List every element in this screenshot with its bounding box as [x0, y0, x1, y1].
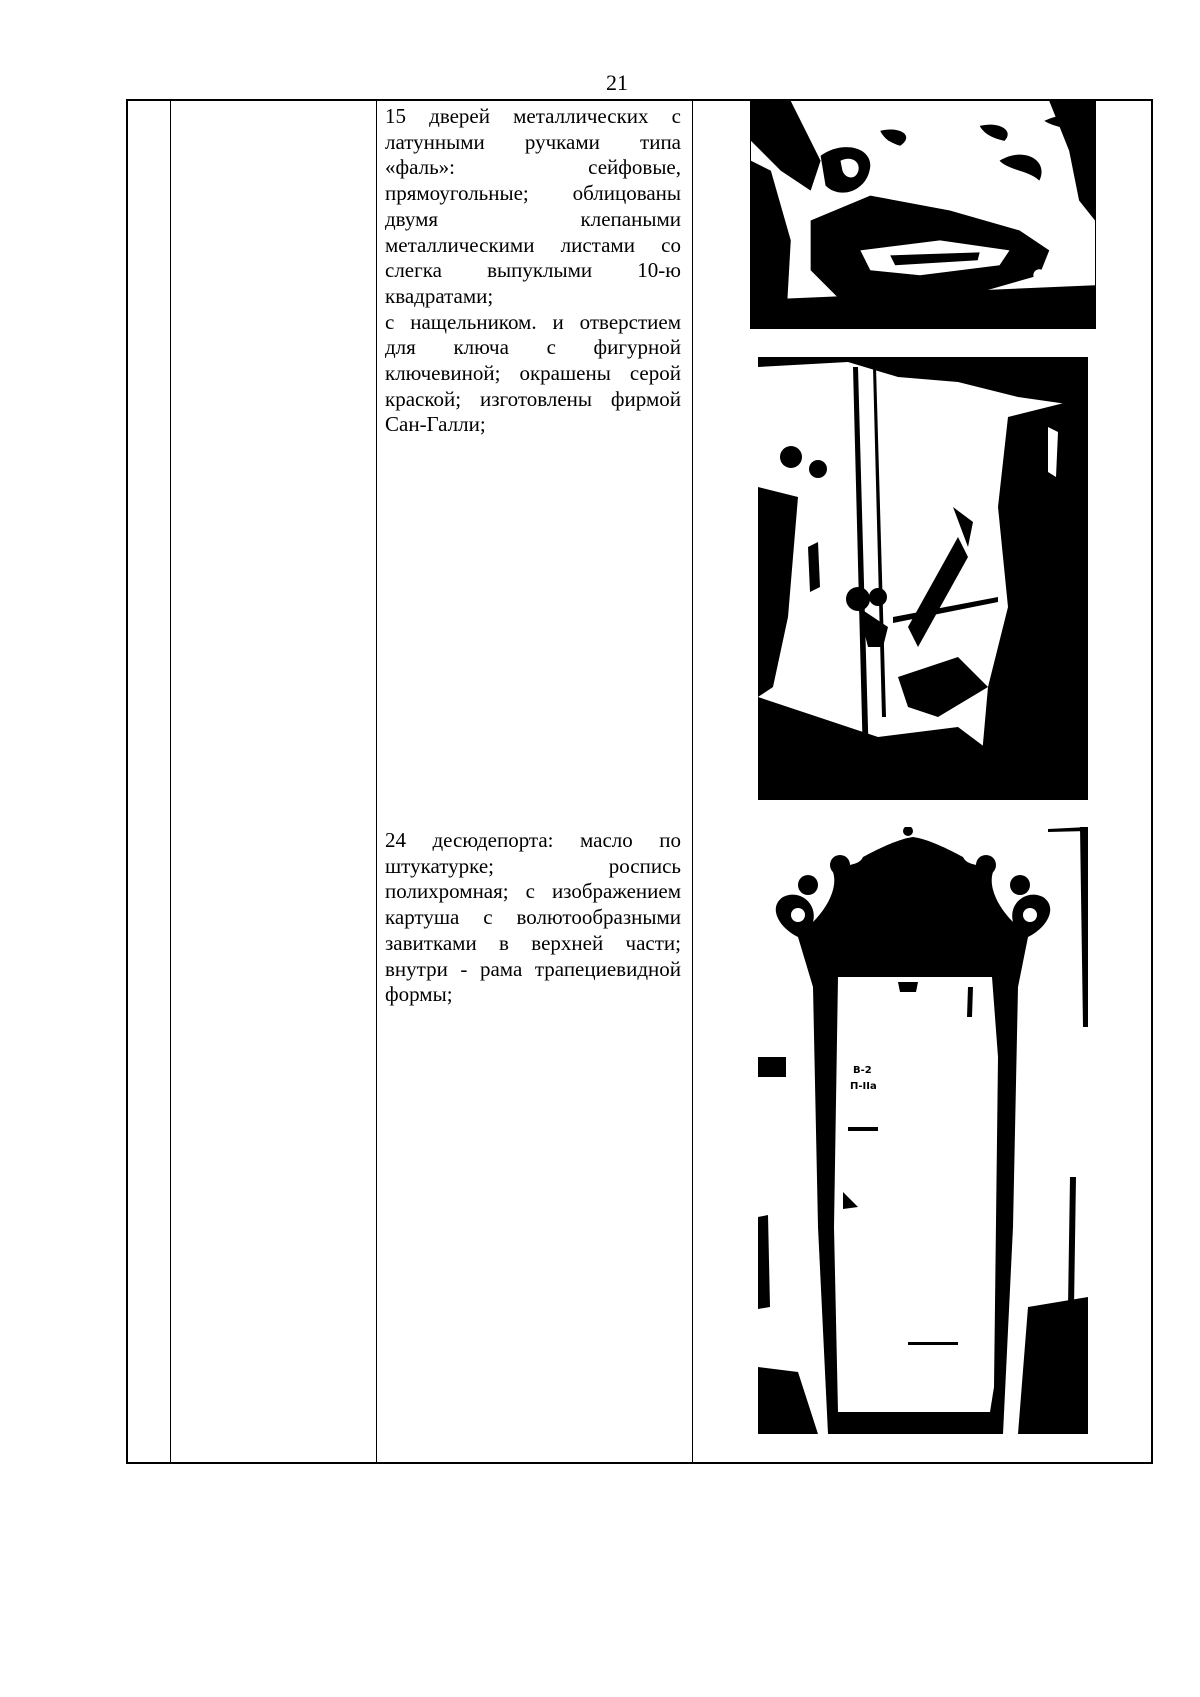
door-lock-photo: [750, 101, 1096, 329]
description-paragraph: с нащельником. и отверстием для ключа с фигурной ключевиной; окрашены серой краской; изготовлены фирмой Сан-Галли;: [385, 309, 681, 437]
description-paragraph: 24 десюдепорта: масло по штукатурке; роспись полихромная; с изображением картуша с волютообразными завитками в верхней части; внутри - рама трапециевидной формы;: [385, 828, 681, 1007]
overdoor-painting-photo: [758, 827, 1088, 1434]
description-paragraph: 15 дверей металлических с латунными ручками типа «фаль»: сейфовые, прямоугольные; облицованы двумя клепаными металлическими листами со слегка выпуклыми 10-ю квадратами;: [385, 104, 681, 308]
item-description-overdoors: [385, 828, 681, 1008]
inventory-table: [126, 99, 1153, 1464]
column-divider: [692, 101, 693, 1462]
column-divider: [170, 101, 171, 1462]
door-handle-photo: [758, 357, 1088, 800]
item-description-doors: [385, 104, 681, 438]
photo-label-inventory: П-IIa: [850, 1081, 877, 1092]
photo-label-room: В-2: [853, 1065, 872, 1076]
page-number: 21: [606, 70, 628, 95]
column-divider: [376, 101, 377, 1462]
